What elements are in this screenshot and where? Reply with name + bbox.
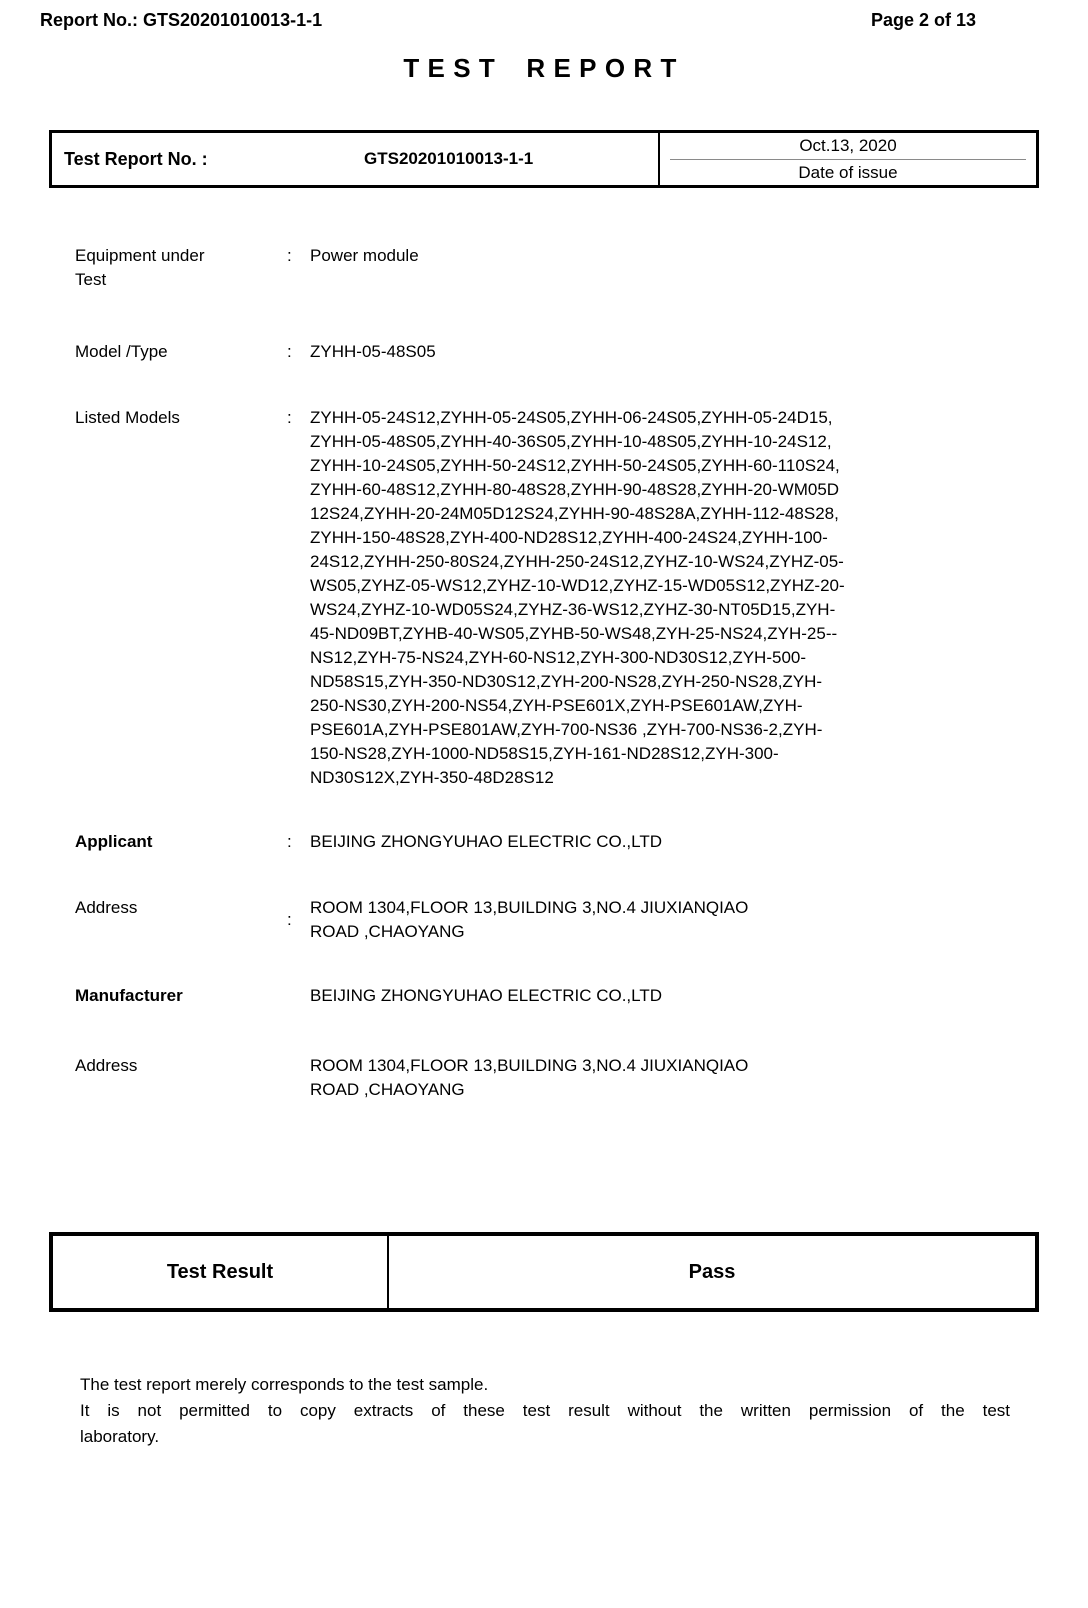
applicant-address-colon: : <box>287 910 292 929</box>
applicant-address-value <box>310 896 1020 944</box>
manufacturer-address-value <box>310 1054 1020 1102</box>
address-line: ROAD ,CHAOYANG <box>310 922 465 941</box>
listed-models-line: 250-NS30,ZYH-200-NS54,ZYH-PSE601X,ZYH-PSE601AW,ZYH- <box>310 696 803 715</box>
manufacturer-address-label: Address <box>75 1056 138 1075</box>
issue-date: Oct.13, 2020 <box>799 135 897 155</box>
field-row-listed-models <box>75 406 1088 790</box>
report-number-value: GTS20201010013-1-1 <box>364 149 534 168</box>
listed-models-line: ZYHH-10-24S05,ZYHH-50-24S12,ZYHH-50-24S05,ZYHH-60-110S24, <box>310 456 840 475</box>
field-row-model <box>75 340 1088 364</box>
field-row-manufacturer-address <box>75 1054 1088 1102</box>
test-result-label-cell <box>53 1236 389 1308</box>
model-value: ZYHH-05-48S05 <box>310 342 436 361</box>
manufacturer-value: BEIJING ZHONGYUHAO ELECTRIC CO.,LTD <box>310 986 663 1005</box>
test-result-label: Test Result <box>166 1260 274 1283</box>
test-result-value-cell <box>389 1236 1035 1308</box>
address-line: ROAD ,CHAOYANG <box>310 1080 465 1099</box>
document-title: TEST REPORT <box>403 53 685 83</box>
report-number-table <box>49 130 1039 188</box>
test-result-value: Pass <box>688 1260 736 1283</box>
field-row-applicant-address <box>75 896 1088 944</box>
listed-models-line: 12S24,ZYHH-20-24M05D12S24,ZYHH-90-48S28A,ZYHH-112-48S28, <box>310 504 839 523</box>
listed-models-line: ZYHH-05-48S05,ZYHH-40-36S05,ZYHH-10-48S05,ZYHH-10-24S12, <box>310 432 832 451</box>
listed-models-line: ZYHH-05-24S12,ZYHH-05-24S05,ZYHH-06-24S05,ZYHH-05-24D15, <box>310 408 833 427</box>
applicant-colon: : <box>287 832 292 851</box>
applicant-address-label: Address <box>75 898 138 917</box>
listed-models-line: WS05,ZYHZ-05-WS12,ZYHZ-10-WD12,ZYHZ-15-WD05S12,ZYHZ-20- <box>310 576 845 595</box>
listed-models-line: 150-NS28,ZYH-1000-ND58S15,ZYH-161-ND28S12,ZYH-300- <box>310 744 779 763</box>
applicant-value: BEIJING ZHONGYUHAO ELECTRIC CO.,LTD <box>310 832 663 851</box>
footer-line: The test report merely corresponds to the test sample. <box>80 1375 489 1394</box>
footer-line: It is not permitted to copy extracts of these test result without the written permission of the test <box>80 1401 1010 1420</box>
equipment-colon: : <box>287 246 292 265</box>
listed-models-value <box>310 406 1020 790</box>
footer-note <box>80 1372 1010 1450</box>
listed-models-line: 24S12,ZYHH-250-80S24,ZYHH-250-24S12,ZYHZ-10-WS24,ZYHZ-05- <box>310 552 844 571</box>
field-row-manufacturer <box>75 984 1088 1008</box>
fields-section <box>0 244 1088 1102</box>
listed-models-line: ZYHH-150-48S28,ZYH-400-ND28S12,ZYHH-400-24S24,ZYHH-100- <box>310 528 828 547</box>
listed-models-line: NS12,ZYH-75-NS24,ZYH-60-NS12,ZYH-300-ND30S12,ZYH-500- <box>310 648 807 667</box>
address-line: ROOM 1304,FLOOR 13,BUILDING 3,NO.4 JIUXIANQIAO <box>310 898 749 917</box>
listed-models-label: Listed Models <box>75 408 180 427</box>
footer-line: laboratory. <box>80 1427 160 1446</box>
page-header <box>0 0 1088 31</box>
listed-models-line: ZYHH-60-48S12,ZYHH-80-48S28,ZYHH-90-48S28,ZYHH-20-WM05D <box>310 480 840 499</box>
listed-models-line: WS24,ZYHZ-10-WD05S24,ZYHZ-36-WS12,ZYHZ-30-NT05D15,ZYH- <box>310 600 836 619</box>
model-colon: : <box>287 342 292 361</box>
date-of-issue-cell <box>658 133 1036 185</box>
field-row-applicant <box>75 830 1088 854</box>
applicant-label: Applicant <box>75 832 153 851</box>
manufacturer-label: Manufacturer <box>75 986 183 1005</box>
model-label: Model /Type <box>75 342 168 361</box>
report-number-cell <box>52 133 658 185</box>
header-report-no: Report No.: GTS20201010013-1-1 <box>40 10 323 30</box>
listed-models-line: ND30S12X,ZYH-350-48D28S12 <box>310 768 554 787</box>
header-page-number: Page 2 of 13 <box>870 10 976 30</box>
address-line: ROOM 1304,FLOOR 13,BUILDING 3,NO.4 JIUXIANQIAO <box>310 1056 749 1075</box>
report-number-label: Test Report No. : <box>64 148 208 169</box>
test-result-table <box>49 1232 1039 1312</box>
field-row-equipment <box>75 244 1088 292</box>
equipment-value: Power module <box>310 246 419 265</box>
listed-models-line: 45-ND09BT,ZYHB-40-WS05,ZYHB-50-WS48,ZYH-25-NS24,ZYH-25-- <box>310 624 838 643</box>
date-of-issue-caption: Date of issue <box>798 162 898 182</box>
listed-models-line: ND58S15,ZYH-350-ND30S12,ZYH-200-NS28,ZYH-250-NS28,ZYH- <box>310 672 823 691</box>
equipment-label: Equipment under Test <box>75 246 205 289</box>
listed-models-line: PSE601A,ZYH-PSE801AW,ZYH-700-NS36 ,ZYH-700-NS36-2,ZYH- <box>310 720 823 739</box>
listed-models-colon: : <box>287 408 292 427</box>
